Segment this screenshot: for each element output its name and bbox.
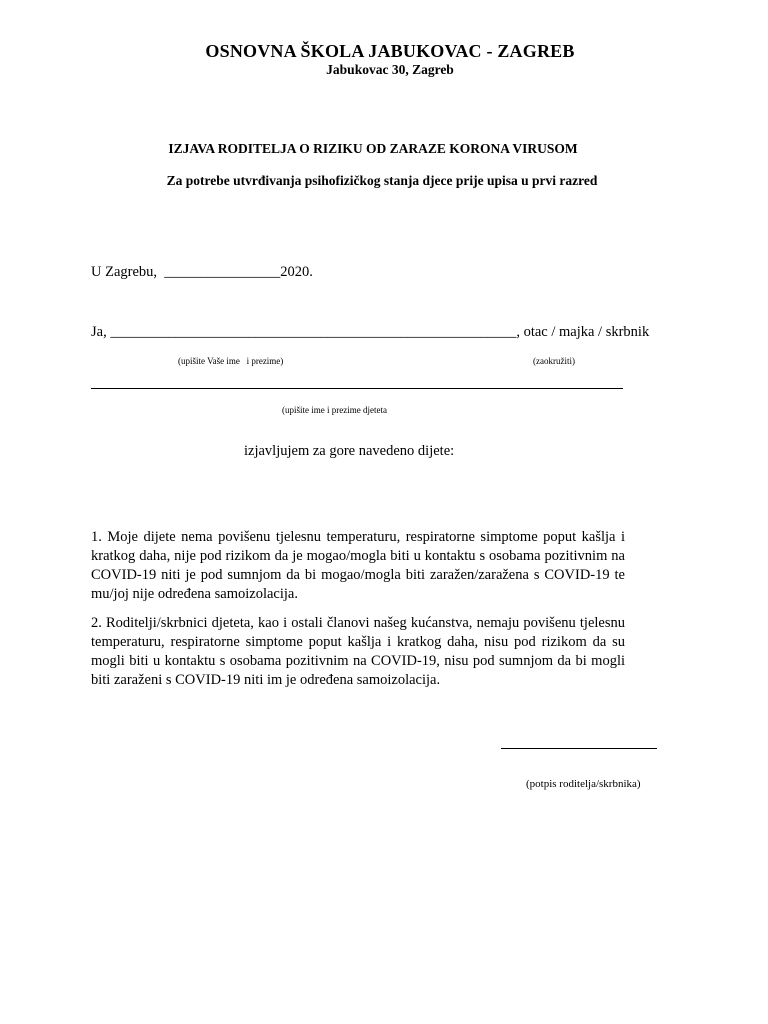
- signature-field[interactable]: [501, 748, 657, 749]
- signature-caption: (potpis roditelja/skrbnika): [526, 778, 641, 790]
- hint-enter-name: (upišite Vaše ime i prezime): [178, 356, 284, 366]
- school-address: Jabukovac 30, Zagreb: [326, 62, 454, 77]
- document-title: IZJAVA RODITELJA O RIZIKU OD ZARAZE KORONA VIRUSOM: [168, 141, 578, 156]
- declaration-intro: izjavljujem za gore navedeno dijete:: [244, 443, 455, 459]
- child-name-field[interactable]: [91, 388, 623, 389]
- hint-circle-option: (zaokružiti): [533, 356, 575, 366]
- statement-1: 1. Moje dijete nema povišenu tjelesnu temperaturu, respiratorne simptome poput kašlja i kratkog daha, nije pod rizikom da je mogao/mogla biti u kontaktu s osobama pozitivnim na COVID-19 niti je pod sumnjom da bi mogao/mogla biti zaražen/zaražena s COVID-19 te mu/joj nije određena samoizolacija.: [91, 529, 625, 602]
- hint-enter-child-name: (upišite ime i prezime djeteta: [282, 405, 387, 415]
- school-name: OSNOVNA ŠKOLA JABUKOVAC - ZAGREB: [205, 41, 575, 61]
- declarant-name-field[interactable]: Ja, ________________________________________________________, otac / majka / skrbnik: [91, 324, 650, 340]
- document-subtitle: Za potrebe utvrđivanja psihofizičkog stanja djece prije upisa u prvi razred: [166, 173, 598, 188]
- place-date-field[interactable]: U Zagrebu, ________________2020.: [91, 264, 313, 280]
- statement-2: 2. Roditelji/skrbnici djeteta, kao i ostali članovi našeg kućanstva, nemaju povišenu tjelesnu temperaturu, respiratorne simptome poput kašlja i kratkog daha, nisu pod rizikom da su mogli biti u kontaktu s osobama pozitivnim na COVID-19, nisu pod sumnjom da bi mogli biti zaraženi s COVID-19 niti im je određena samoizolacija.: [91, 615, 625, 688]
